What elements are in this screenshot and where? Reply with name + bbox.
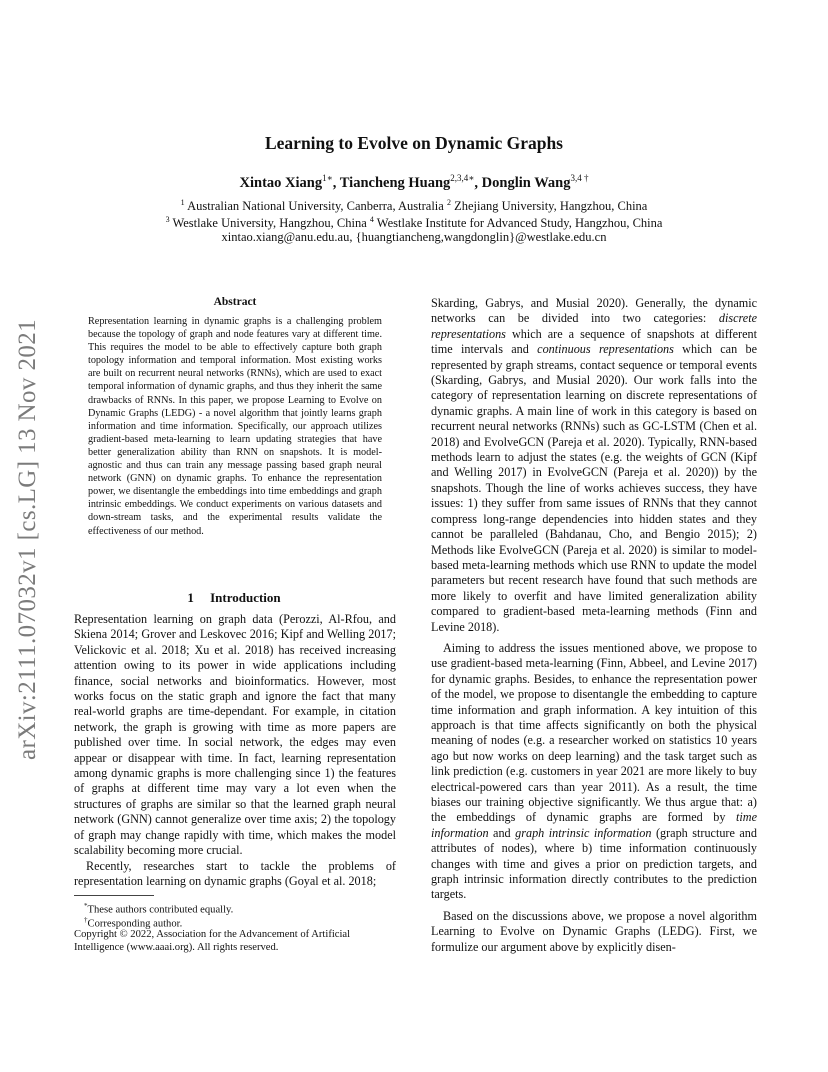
- body-paragraph: Representation learning on graph data (Perozzi, Al-Rfou, and Skiena 2014; Grover and Leskovec 2016; Kipf and Welling 2017; Velickovic et al. 2018; Xu et al. 2018) has received increasing attention owing to its power in wide applications including finance, social networks and bioinformatics. However, most works focus on the static graph and ignore the fact that many real-world graphs are time-dependant. For example, in citation network, the graph is growing with time as more papers are published over time. In social network, the edges may even appear or disappear with time. In fact, learning representation among dynamic graphs is more challenging since 1) the features of graphs at different time may vary a lot even when the structures of graphs are similar so that the learned graph neural network (GNN) cannot generalize over time axis; 2) the topology of graph may change rapidly with time, which makes the model scalability becoming more crucial.: [74, 612, 396, 858]
- author-separator: ,: [474, 174, 482, 191]
- author-mark: 1∗: [322, 173, 333, 183]
- body-paragraph: [431, 909, 757, 955]
- affiliation-mark: 4: [369, 215, 374, 224]
- author-list: [0, 173, 828, 192]
- text-run: Skarding, Gabrys, and Musial 2020). Generally, the dynamic networks can be divided into two categories:: [431, 296, 757, 326]
- author-emails: xintao.xiang@anu.edu.au, {huangtiancheng,wangdonglin}@westlake.edu.cn: [221, 230, 607, 244]
- author-separator: ,: [332, 174, 340, 191]
- body-paragraph: [431, 296, 757, 635]
- body-paragraph: [431, 641, 757, 903]
- author-name: Donglin Wang: [481, 174, 571, 191]
- footnote-text: These authors contributed equally.: [87, 904, 234, 916]
- right-column: [431, 296, 757, 955]
- footnote-text: Corresponding author.: [87, 918, 183, 930]
- affiliation-text: Australian National University, Canberra, Australia: [184, 199, 447, 214]
- author-name: Tiancheng Huang: [339, 174, 451, 191]
- abstract-text: Representation learning in dynamic graphs is a challenging problem because the topology of graph and node features vary at different time. This requires the model to be able to effectively capture both graph topology information and temporal information. Most existing works are built on recurrent neural networks (RNNs), which are used to exact temporal information of dynamic graphs, and thus they inherit the same drawbacks of RNNs. In this paper, we propose Learning to Evolve on Dynamic Graphs (LEDG) - a novel algorithm that jointly learns graph information and time information. Specifically, our approach utilizes gradient-based meta-learning to learn updating strategies that have better generalization ability than RNN on snapshots. It is model-agnostic and thus can train any message passing based graph neural network (GNN) on dynamic graphs. To enhance the representation power, we disentangle the embeddings into time embeddings and graph intrinsic embeddings. We conduct experiments on various datasets and down-stream tasks, and the experimental results validate the effectiveness of our method.: [88, 316, 382, 537]
- footnote-mark: *: [84, 902, 88, 910]
- emphasis-text: continuous representations: [537, 342, 674, 357]
- text-run: which are a sequence of snapshots at different time intervals and: [431, 326, 757, 357]
- author-name: Xintao Xiang: [239, 174, 323, 191]
- paper-title: Learning to Evolve on Dynamic Graphs: [264, 133, 563, 153]
- introduction-left-column: [74, 612, 396, 889]
- footnote-mark: †: [84, 916, 88, 924]
- section-heading-introduction: 1 Introduction: [187, 590, 281, 605]
- text-run: Based on the discussions above, we propose a novel algorithm Learning to Evolve on Dynamic Graphs (LEDG). First, we formulize our argument above by explicitly disen-: [431, 908, 757, 954]
- affiliation-mark: 3: [165, 215, 170, 224]
- text-run: and: [488, 825, 516, 840]
- arxiv-stamp: [14, 285, 52, 760]
- arxiv-identifier: arXiv:2111.07032v1 [cs.LG] 13 Nov 2021: [14, 318, 41, 760]
- author-mark: 2,3,4∗: [450, 173, 475, 183]
- affiliation-text: Zhejiang University, Hangzhou, China: [450, 199, 648, 214]
- affiliation-text: Westlake Institute for Advanced Study, Hangzhou, China: [373, 216, 663, 231]
- emphasis-text: time information: [431, 810, 757, 840]
- abstract-section: [88, 296, 382, 538]
- author-mark: 3,4 †: [570, 173, 589, 183]
- affiliation-text: Westlake University, Hangzhou, China: [169, 216, 370, 231]
- footnote-divider: [74, 895, 154, 896]
- emphasis-text: discrete representations: [431, 311, 757, 341]
- emphasis-text: graph intrinsic information: [515, 825, 652, 840]
- text-run: (graph structure and attributes of nodes), where b) time information continuously changes with time and gives a prior on prediction targets, and graph intrinsic information directly contributes to the prediction targets.: [431, 825, 757, 902]
- affiliation-mark: 2: [446, 198, 451, 207]
- text-run: which can be represented by graph streams, contact sequence or temporal events (Skarding, Gabrys, and Musial 2020). Our work falls into the category of representation learning on discrete representations of dynamic graphs. A main line of work in this category is based on recurrent neural networks (RNNs) such as GC-LSTM (Chen et al. 2018) and EvolveGCN (Pareja et al. 2020). Typically, RNN-based methods learn to adjust the states (e.g. the weights of GCN (Kipf and Welling 2017) in EvolveGCN (Pareja et al. 2020)) by the snapshots. Though the line of works achieves success, they have issues: 1) they suffer from same issues of RNNs that they cannot compress long-range dependencies into hidden states and they cannot be paralleled (Bahdanau, Cho, and Bengio 2015); 2) Methods like EvolveGCN (Pareja et al. 2020) is similar to model-based meta-learning methods which use RNN to update the model parameters but recent research have found that such methods are more likely to overfit and have limited generalization ability compared to gradient-based meta-learning methods (Finn and Levine 2018).: [431, 342, 757, 634]
- text-run: Aiming to address the issues mentioned above, we propose to use gradient-based meta-learning (Finn, Abbeel, and Levine 2017) for dynamic graphs. Besides, to enhance the representation power of the model, we propose to disentangle the embedding to capture time information and graph information. A key intuition of this approach is that time affects significantly on both the physical meaning of nodes (e.g. a researcher worked on statistics 10 years ago but now works on deep learning) and the task target such as link prediction (e.g. customers in year 2021 are more likely to buy electrical-powered cars than year 2011). As a result, the time biases our training objective significantly. We thus argue that: a) the embeddings of dynamic graphs are formed by: [431, 640, 757, 825]
- body-paragraph: Recently, researches start to tackle the problems of representation learning on dynamic graphs (Goyal et al. 2018;: [74, 858, 396, 888]
- copyright-notice: Copyright © 2022, Association for the Advancement of Artificial Intelligence (www.aaai.org). All rights reserved.: [74, 929, 351, 953]
- affiliation-mark: 1: [180, 198, 185, 207]
- abstract-heading: Abstract: [213, 296, 257, 308]
